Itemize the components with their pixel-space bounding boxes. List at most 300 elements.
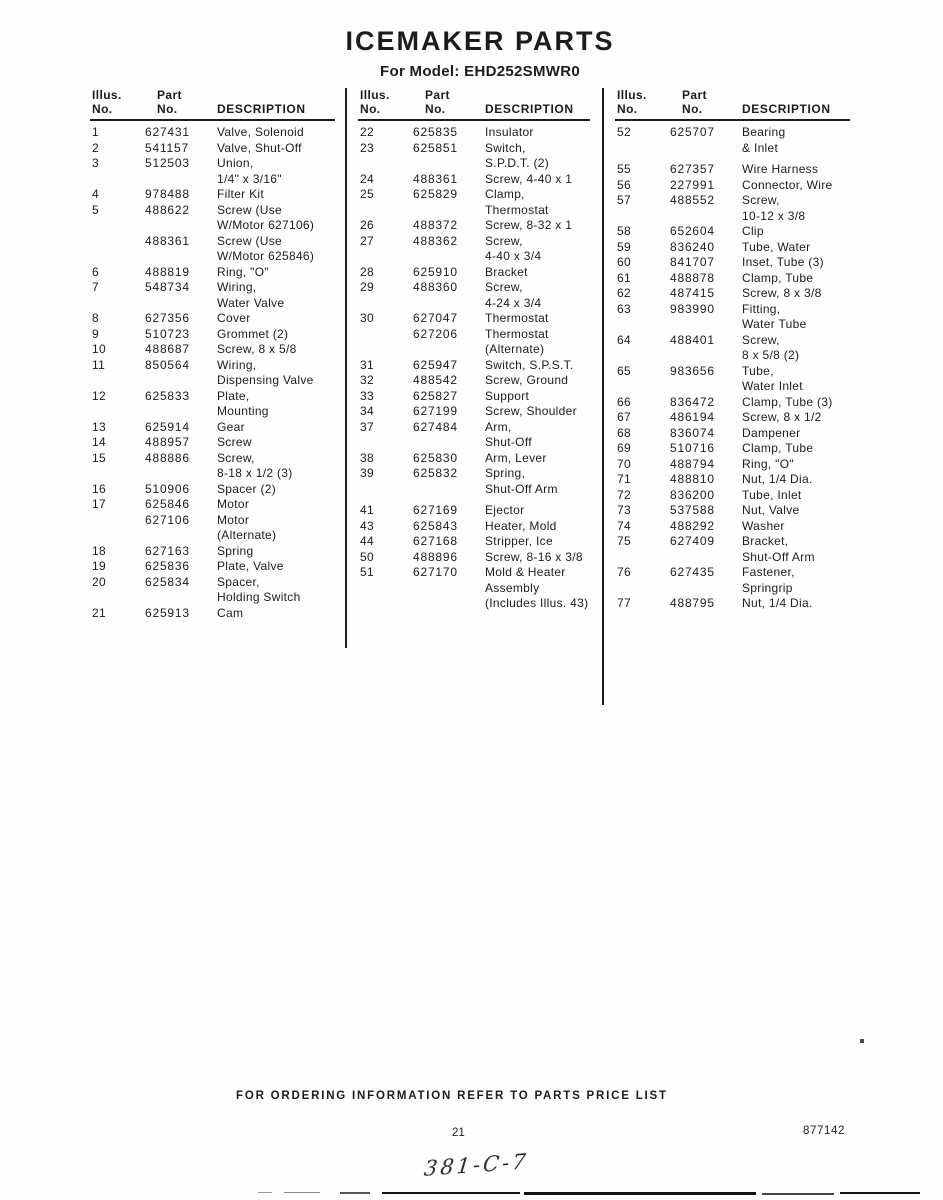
table-row (615, 426, 850, 442)
table-row (90, 451, 335, 482)
description-cell: Insulator (485, 125, 534, 139)
table-row (358, 141, 590, 172)
part-no-cell: 625830 (413, 450, 458, 465)
handwritten-note: 381-C-7 (422, 1149, 530, 1181)
description-cell: Plate, Valve (217, 559, 284, 573)
illus-no-cell: 72 (617, 487, 631, 502)
part-no-cell: 488622 (145, 202, 190, 217)
description-cell: Wire Harness (742, 162, 819, 176)
description-cell: Inset, Tube (3) (742, 255, 824, 269)
illus-no-cell: 76 (617, 565, 631, 579)
table-row (358, 358, 590, 374)
description-cell: Screw (217, 435, 252, 449)
part-no-cell: 627170 (413, 565, 458, 579)
illus-no-cell: 57 (617, 193, 631, 207)
part-no-cell: 983656 (670, 363, 715, 378)
part-no-cell: 541157 (145, 140, 189, 155)
description-cell: Screw, 8-32 x 1 (485, 218, 573, 232)
table-row (358, 550, 590, 566)
illus-no-cell: 9 (92, 326, 99, 341)
description-cell: Wiring, Water Valve (217, 280, 285, 310)
part-no-cell: 627409 (670, 534, 715, 548)
scan-artifact-speck (860, 1039, 864, 1043)
part-no-cell: 510723 (145, 326, 190, 341)
part-no-cell: 625834 (145, 574, 190, 589)
description-header: DESCRIPTION (485, 102, 574, 116)
description-cell: Plate, Mounting (217, 388, 269, 418)
part-no-cell: 841707 (670, 255, 715, 269)
table-row (358, 466, 590, 497)
column-divider-2 (602, 88, 604, 705)
description-cell: Cam (217, 605, 244, 620)
part-header-line2: No. (682, 102, 703, 116)
part-no-cell: 488795 (670, 596, 715, 610)
table-row (358, 565, 590, 612)
description-cell: Tube, Inlet (742, 487, 802, 502)
part-no-cell: 627206 (413, 326, 458, 341)
illus-no-cell: 20 (92, 574, 106, 589)
description-cell: Tube, Water (742, 239, 811, 254)
part-header-line1: Part (425, 88, 450, 102)
part-no-cell: 627357 (670, 162, 715, 176)
column-header (358, 88, 590, 121)
part-no-cell: 488819 (145, 264, 190, 279)
illus-no-cell: 67 (617, 410, 631, 424)
description-cell: Screw, 8-18 x 1/2 (3) (217, 450, 293, 480)
description-cell: Switch, S.P.D.T. (2) (485, 140, 550, 170)
part-no-cell: 488361 (413, 171, 458, 186)
part-no-cell: 488794 (670, 456, 715, 471)
part-no-cell: 625913 (145, 605, 190, 620)
scan-artifact-line (258, 1192, 272, 1193)
part-no-cell: 488372 (413, 218, 458, 232)
table-row (615, 596, 850, 612)
description-cell: Screw, 4-40 x 3/4 (485, 233, 542, 263)
illus-no-cell: 23 (360, 140, 374, 155)
illus-no-cell: 59 (617, 239, 631, 254)
part-no-cell: 625829 (413, 187, 458, 201)
part-no-cell: 625910 (413, 264, 458, 279)
table-row (358, 172, 590, 188)
scan-artifact-line (382, 1192, 520, 1194)
part-no-cell: 627106 (145, 512, 190, 527)
illus-no-cell: 69 (617, 441, 631, 455)
scan-artifact-line (840, 1192, 920, 1194)
table-row (615, 565, 850, 596)
part-no-cell: 627199 (413, 404, 458, 418)
description-cell: Wiring, Dispensing Valve (217, 357, 314, 387)
table-row (358, 404, 590, 420)
illus-no-cell: 26 (360, 218, 374, 232)
table-row (615, 162, 850, 178)
illus-no-cell: 34 (360, 404, 374, 418)
table-row (615, 472, 850, 488)
table-row (90, 435, 335, 451)
description-cell: Screw, 8-16 x 3/8 (485, 549, 583, 564)
part-no-cell: 836200 (670, 487, 715, 502)
description-cell: Ring, "O" (217, 264, 269, 279)
description-cell: Grommet (2) (217, 326, 289, 341)
part-no-cell: 836074 (670, 425, 715, 440)
part-no-cell: 625947 (413, 357, 458, 372)
illus-no-cell: 44 (360, 534, 374, 548)
part-no-cell: 627163 (145, 543, 190, 558)
table-row (358, 218, 590, 234)
description-cell: Screw, 8 x 5/8 (2) (742, 332, 800, 362)
description-cell: Screw, 8 x 5/8 (217, 342, 297, 356)
table-row (615, 193, 850, 224)
part-no-cell: 488687 (145, 342, 190, 356)
illus-no-cell: 71 (617, 472, 631, 486)
description-cell: Screw, 8 x 3/8 (742, 286, 822, 300)
illus-no-cell: 77 (617, 596, 631, 610)
part-no-cell: 983990 (670, 301, 715, 316)
illus-no-cell: 60 (617, 255, 631, 269)
part-no-cell: 836240 (670, 239, 715, 254)
part-no-cell: 625846 (145, 497, 190, 511)
illus-no-cell: 39 (360, 466, 374, 480)
description-cell: Nut, Valve (742, 503, 800, 517)
illus-no-cell: 4 (92, 187, 99, 201)
illus-no-cell: 5 (92, 202, 99, 217)
illus-no-cell: 75 (617, 534, 631, 548)
description-cell: Filter Kit (217, 187, 265, 201)
illus-no-cell: 38 (360, 450, 374, 465)
part-no-cell: 488878 (670, 270, 715, 285)
table-rows (90, 125, 335, 621)
part-no-cell: 488896 (413, 549, 458, 564)
table-row (615, 519, 850, 535)
part-header-line1: Part (157, 88, 182, 102)
illus-no-cell: 70 (617, 456, 631, 471)
part-no-cell: 488401 (670, 332, 715, 347)
description-cell: Screw, 10-12 x 3/8 (742, 193, 806, 223)
table-row (358, 519, 590, 535)
illus-no-cell: 12 (92, 388, 106, 403)
column-divider-1 (345, 88, 347, 648)
part-no-cell: 627435 (670, 565, 715, 579)
description-cell: Clamp, Tube (742, 441, 814, 455)
part-no-cell: 488361 (145, 233, 190, 248)
table-row (615, 178, 850, 194)
description-cell: Screw (Use W/Motor 627106) (217, 202, 315, 232)
description-cell: Spring (217, 543, 254, 558)
illus-no-cell: 68 (617, 425, 631, 440)
part-no-cell: 652604 (670, 224, 715, 238)
description-cell: Spacer, Holding Switch (217, 574, 301, 604)
part-no-cell: 627356 (145, 311, 190, 325)
table-row (358, 503, 590, 519)
illus-no-cell: 56 (617, 177, 631, 192)
description-cell: Heater, Mold (485, 518, 557, 533)
description-cell: Spacer (2) (217, 481, 277, 496)
part-no-cell: 627169 (413, 503, 458, 517)
part-no-cell: 488360 (413, 280, 458, 294)
part-no-cell: 625827 (413, 388, 458, 403)
illus-no-cell: 14 (92, 435, 106, 449)
table-row (90, 420, 335, 436)
parts-column-3 (615, 88, 850, 612)
part-no-cell: 487415 (670, 286, 715, 300)
illus-no-cell: 61 (617, 270, 631, 285)
part-no-cell: 625707 (670, 125, 715, 139)
description-cell: Ejector (485, 503, 525, 517)
scan-artifact-line (524, 1192, 756, 1195)
part-no-cell: 625914 (145, 419, 190, 434)
description-cell: Valve, Solenoid (217, 125, 304, 139)
description-cell: Screw, 8 x 1/2 (742, 410, 822, 424)
description-cell: Arm, Shut-Off (485, 419, 532, 449)
illus-no-cell: 55 (617, 162, 631, 176)
part-no-cell: 488810 (670, 472, 715, 486)
table-row (358, 534, 590, 550)
description-cell: Thermostat (485, 311, 549, 325)
illus-no-cell: 1 (92, 125, 99, 139)
table-row (358, 234, 590, 265)
table-row (615, 286, 850, 302)
document-number: 877142 (803, 1125, 845, 1137)
part-no-cell: 488886 (145, 450, 190, 465)
description-cell: Switch, S.P.S.T. (485, 357, 574, 372)
description-cell: Screw, Ground (485, 373, 569, 387)
table-row (615, 240, 850, 256)
table-row (358, 125, 590, 141)
illus-no-cell: 32 (360, 373, 374, 387)
table-row (358, 327, 590, 358)
description-cell: Support (485, 388, 530, 403)
part-no-cell: 627047 (413, 311, 458, 325)
illus-no-cell: 3 (92, 156, 99, 170)
illus-no-cell: 31 (360, 357, 374, 372)
illus-header-line1: Illus. (617, 88, 647, 102)
table-row (90, 125, 335, 141)
description-cell: Cover (217, 311, 251, 325)
description-cell: Clip (742, 224, 764, 238)
table-row (358, 420, 590, 451)
illus-no-cell: 10 (92, 342, 106, 356)
part-no-cell: 488292 (670, 518, 715, 533)
table-row (90, 234, 335, 265)
illus-no-cell (90, 234, 145, 265)
illus-header-line2: No. (92, 102, 113, 116)
table-row (90, 497, 335, 513)
description-cell: Washer (742, 518, 785, 533)
description-cell: Clamp, Tube (742, 270, 814, 285)
illus-no-cell: 50 (360, 549, 374, 564)
description-cell: Spring, Shut-Off Arm (485, 466, 558, 496)
description-cell: Stripper, Ice (485, 534, 553, 548)
part-no-cell: 537588 (670, 503, 715, 517)
description-cell: Screw, Shoulder (485, 404, 577, 418)
description-cell: Thermostat (Alternate) (485, 326, 549, 356)
illus-no-cell: 13 (92, 419, 106, 434)
page-number: 21 (452, 1127, 465, 1139)
illus-no-cell: 19 (92, 559, 106, 573)
illus-header-line2: No. (360, 102, 381, 116)
table-row (358, 373, 590, 389)
description-cell: Bracket (485, 264, 528, 279)
table-row (90, 327, 335, 343)
scan-artifact-line (762, 1193, 834, 1195)
part-no-cell: 488542 (413, 373, 458, 387)
description-cell: Union, 1/4" x 3/16" (217, 156, 282, 186)
illus-no-cell: 30 (360, 311, 374, 325)
table-row (90, 141, 335, 157)
part-header-line1: Part (682, 88, 707, 102)
column-header (615, 88, 850, 121)
description-cell: Screw (Use W/Motor 625846) (217, 233, 315, 263)
description-cell: Mold & Heater Assembly (Includes Illus. 43) (485, 565, 589, 610)
illus-no-cell (358, 327, 413, 358)
illus-no-cell: 22 (360, 125, 374, 139)
description-cell: Valve, Shut-Off (217, 140, 302, 155)
table-row (90, 187, 335, 203)
description-cell: Fastener, Springrip (742, 565, 795, 595)
table-row (358, 265, 590, 281)
illus-no-cell: 74 (617, 518, 631, 533)
part-no-cell: 625833 (145, 388, 190, 403)
scan-artifact-line (340, 1192, 370, 1194)
description-cell: Bracket, Shut-Off Arm (742, 534, 815, 564)
table-row (615, 271, 850, 287)
illus-no-cell: 6 (92, 264, 99, 279)
illus-no-cell: 63 (617, 301, 631, 316)
part-no-cell: 625835 (413, 125, 458, 139)
illus-no-cell: 51 (360, 565, 374, 579)
illus-no-cell: 17 (92, 497, 106, 511)
part-no-cell: 625832 (413, 466, 458, 480)
part-no-cell: 627484 (413, 419, 458, 434)
description-cell: Ring, "O" (742, 456, 794, 471)
illus-no-cell: 8 (92, 311, 99, 325)
description-cell: Fitting, Water Tube (742, 301, 807, 331)
description-cell: Nut, 1/4 Dia. (742, 472, 813, 486)
part-no-cell: 978488 (145, 187, 190, 201)
model-subtitle: For Model: EHD252SMWR0 (380, 63, 580, 80)
illus-header-line1: Illus. (360, 88, 390, 102)
table-row (615, 125, 850, 156)
table-row (615, 441, 850, 457)
part-no-cell: 488552 (670, 193, 715, 207)
description-cell: Motor (Alternate) (217, 512, 277, 542)
column-header (90, 88, 335, 121)
table-row (90, 544, 335, 560)
part-no-cell: 488957 (145, 435, 190, 449)
table-row (615, 364, 850, 395)
table-row (90, 358, 335, 389)
parts-column-2 (358, 88, 590, 612)
part-no-cell: 548734 (145, 280, 190, 294)
table-row (90, 342, 335, 358)
table-row (615, 457, 850, 473)
description-cell: Motor (217, 497, 250, 511)
table-row (615, 488, 850, 504)
parts-column-1 (90, 88, 335, 621)
description-cell: Screw, 4-24 x 3/4 (485, 280, 542, 310)
illus-no-cell: 65 (617, 363, 631, 378)
table-row (90, 156, 335, 187)
illus-no-cell: 73 (617, 503, 631, 517)
illus-no-cell: 66 (617, 394, 631, 409)
description-cell: Arm, Lever (485, 450, 547, 465)
illus-no-cell: 28 (360, 264, 374, 279)
description-cell: Tube, Water Inlet (742, 363, 803, 393)
illus-no-cell: 64 (617, 332, 631, 347)
part-no-cell: 850564 (145, 357, 190, 372)
illus-header-line2: No. (617, 102, 638, 116)
illus-no-cell: 11 (92, 357, 106, 372)
part-no-cell: 836472 (670, 394, 715, 409)
description-cell: Gear (217, 419, 245, 434)
illus-no-cell: 58 (617, 224, 631, 238)
part-no-cell: 625851 (413, 140, 458, 155)
part-header-line2: No. (157, 102, 178, 116)
table-row (358, 311, 590, 327)
description-header: DESCRIPTION (742, 102, 831, 116)
table-row (90, 265, 335, 281)
description-cell: Nut, 1/4 Dia. (742, 596, 813, 610)
part-header-line2: No. (425, 102, 446, 116)
table-row (615, 503, 850, 519)
table-rows (358, 125, 590, 612)
table-row (615, 302, 850, 333)
table-row (615, 255, 850, 271)
illus-no-cell: 52 (617, 125, 631, 139)
description-cell: Connector, Wire (742, 177, 833, 192)
illus-no-cell: 27 (360, 233, 374, 248)
table-row (90, 482, 335, 498)
part-no-cell: 227991 (670, 177, 715, 192)
description-cell: Screw, 4-40 x 1 (485, 171, 573, 186)
illus-no-cell: 41 (360, 503, 374, 517)
part-no-cell: 625836 (145, 559, 190, 573)
part-no-cell: 512503 (145, 156, 190, 170)
description-cell: Dampener (742, 425, 801, 440)
description-cell: Clamp, Thermostat (485, 187, 549, 217)
illus-no-cell: 62 (617, 286, 631, 300)
table-row (90, 389, 335, 420)
table-row (90, 280, 335, 311)
part-no-cell: 627431 (145, 125, 190, 139)
part-no-cell: 510906 (145, 481, 190, 496)
scan-artifact-line (284, 1192, 320, 1193)
illus-no-cell: 24 (360, 171, 374, 186)
table-row (615, 534, 850, 565)
description-cell: Clamp, Tube (3) (742, 394, 833, 409)
illus-no-cell: 25 (360, 187, 374, 201)
table-row (615, 224, 850, 240)
table-row (90, 606, 335, 622)
illus-no-cell: 2 (92, 140, 99, 155)
table-rows (615, 125, 850, 612)
table-row (90, 559, 335, 575)
illus-no-cell: 7 (92, 280, 99, 294)
table-row (90, 203, 335, 234)
illus-no-cell: 43 (360, 518, 374, 533)
illus-no-cell: 15 (92, 450, 106, 465)
part-no-cell: 627168 (413, 534, 458, 548)
description-header: DESCRIPTION (217, 102, 306, 116)
page-title: ICEMAKER PARTS (345, 26, 615, 56)
table-row (358, 451, 590, 467)
illus-no-cell: 16 (92, 481, 106, 496)
ordering-note: FOR ORDERING INFORMATION REFER TO PARTS PRICE LIST (236, 1090, 668, 1102)
description-cell: Bearing & Inlet (742, 125, 786, 155)
illus-no-cell: 18 (92, 543, 106, 558)
table-row (358, 389, 590, 405)
part-no-cell: 625843 (413, 518, 458, 533)
table-row (90, 575, 335, 606)
